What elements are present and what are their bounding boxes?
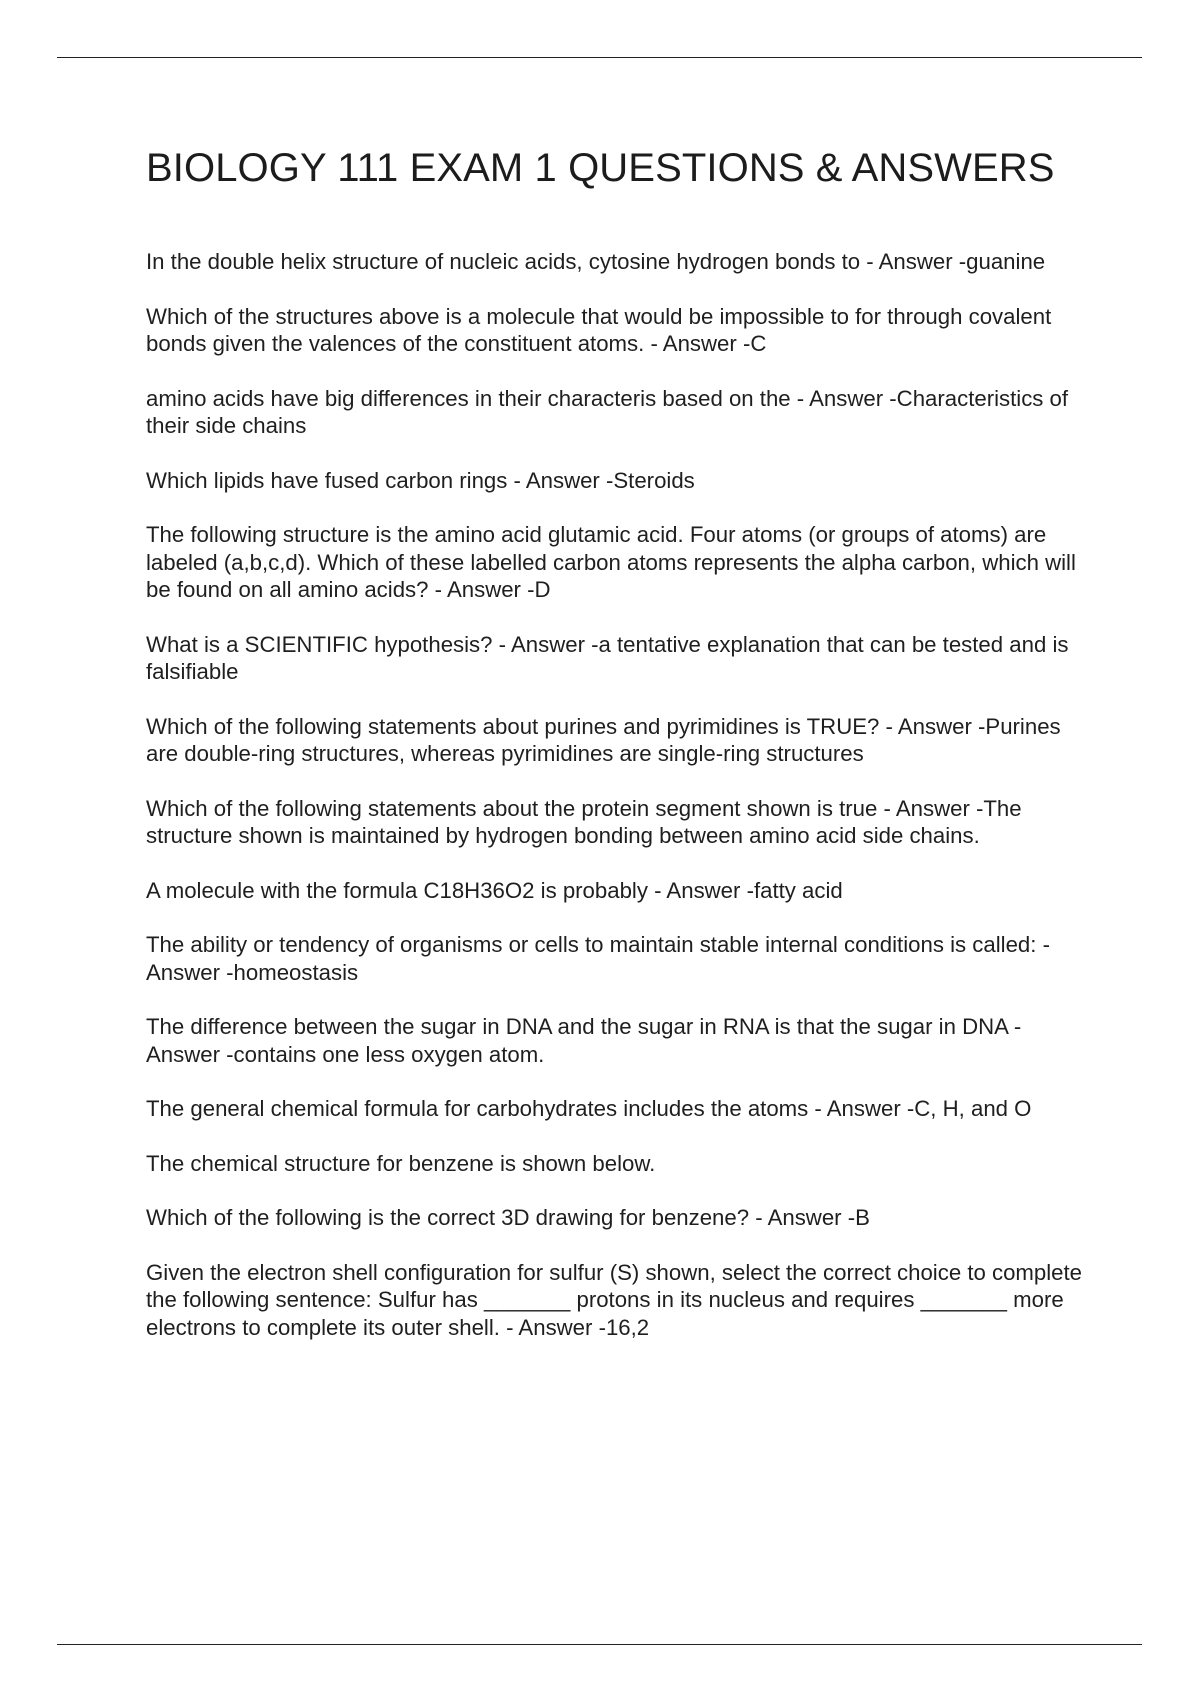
qa-list	[146, 248, 1096, 1341]
bottom-rule	[57, 1644, 1142, 1645]
qa-item-1: In the double helix structure of nucleic acids, cytosine hydrogen bonds to - Answer -guanine	[146, 249, 1046, 274]
qa-item-9: A molecule with the formula C18H36O2 is probably - Answer -fatty acid	[146, 877, 843, 903]
qa-item-3: amino acids have big differences in their characteris based on the - Answer -Characteristics of their side chains	[146, 385, 1069, 438]
qa-item-14: Which of the following is the correct 3D drawing for benzene? - Answer -B	[146, 1205, 870, 1230]
qa-item-4: Which lipids have fused carbon rings - Answer -Steroids	[146, 467, 695, 493]
qa-item-8: Which of the following statements about the protein segment shown is true - Answer -The structure shown is maintained by hydrogen bonding between amino acid side chains.	[146, 795, 1022, 848]
document-body	[146, 140, 1096, 1368]
qa-item-10: The ability or tendency of organisms or cells to maintain stable internal conditions is called: - Answer -homeostasis	[146, 932, 1050, 985]
qa-item-7: Which of the following statements about purines and pyrimidines is TRUE? - Answer -Purines are double-ring structures, whereas pyrimidines are single-ring structures	[146, 713, 1061, 766]
qa-item-15: Given the electron shell configuration for sulfur (S) shown, select the correct choice to complete the following sentence: Sulfur has _______ protons in its nucleus and requires _______ more electrons to complete its outer shell. - Answer -16,2	[146, 1259, 1083, 1340]
qa-item-13: The chemical structure for benzene is shown below.	[146, 1150, 656, 1176]
qa-item-11: The difference between the sugar in DNA and the sugar in RNA is that the sugar in DNA - Answer -contains one less oxygen atom.	[146, 1014, 1022, 1067]
qa-item-2: Which of the structures above is a molecule that would be impossible to for through covalent bonds given the valences of the constituent atoms. - Answer -C	[146, 303, 1052, 356]
qa-item-6: What is a SCIENTIFIC hypothesis? - Answer -a tentative explanation that can be tested and is falsifiable	[146, 631, 1069, 684]
page-title: BIOLOGY 111 EXAM 1 QUESTIONS & ANSWERS	[146, 146, 1055, 190]
qa-item-5: The following structure is the amino acid glutamic acid. Four atoms (or groups of atoms) are labeled (a,b,c,d). Which of these labelled carbon atoms represents the alpha carbon, which will be found on all amino acids? - Answer -D	[146, 522, 1076, 602]
qa-item-12: The general chemical formula for carbohydrates includes the atoms - Answer -C, H, and O	[146, 1096, 1032, 1121]
top-rule	[57, 57, 1142, 58]
